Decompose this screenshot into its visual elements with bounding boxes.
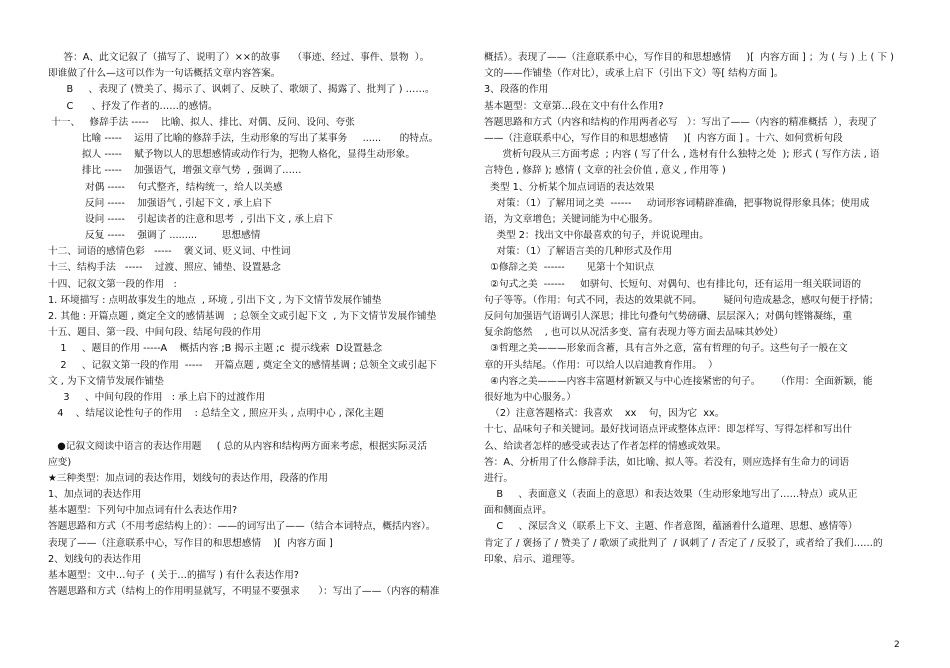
text-line: 么、给读者怎样的感受或表达了作者怎样的情感或效果。 — [484, 440, 727, 452]
text-line: 排比 ----- 加强语气，增强文章气势 , 强调了…… — [48, 165, 302, 177]
text-line: 答题思路和方式（内容和结构的作用两者必写 ）：写出了——（内容的精准概括 ），表现了 — [484, 116, 878, 128]
text-line: 十二、词语的感情色彩 ----- 褒义词、贬义词、中性词 — [48, 246, 291, 258]
text-line: 基本题型：文中…句子 ( 关于…的描写 ) 有什么表达作用? — [48, 570, 299, 581]
text-line: ①修辞之美 ------ 见第十个知识点 — [484, 262, 655, 274]
text-line: 十五、题目、第一段、中间句段、结尾句段的作用 — [48, 327, 262, 339]
text-line: ④内容之美———内容丰富题材新颖又与中心连接紧密的句子。 （作用：全面新颖，能 — [484, 375, 873, 387]
text-line: 对策：（1）了解语言美的几种形式及作用 — [484, 246, 673, 258]
text-line: 答：A、分析用了什么修辞手法，如比喻、拟人等。若没有，则应选择有生命力的词语 — [484, 456, 850, 468]
text-line: 赏析句段从三方面考虑 ; 内容 ( 写了什么 , 选材有什么独特之处 ); 形式 ( 写作方法 , 语 — [484, 149, 880, 161]
text-line: 类型 2：找出文中你最喜欢的句子，并说说理由。 — [484, 230, 709, 242]
text-line: 2. 其他 : 开篇点题 , 奠定全文的感情基调 ; 总领全文或引起下文 , 为下文情节发展作铺垫 — [48, 311, 437, 322]
text-line: 答题思路和方式（不用考虑结构上的）：——的词写出了——（结合本词特点，概括内容）。 — [48, 521, 436, 533]
text-line: 复余韵悠然 , 也可以从况活多变、富有表现力等方面去品味其妙处） — [484, 327, 784, 339]
text-line: ②句式之美 ------ 如骈句、长短句、对偶句、也有排比句，还有运用一组关联词语的 — [484, 278, 862, 290]
text-line: 2 、记叙文第一段的作用 ----- 开篇点题 , 奠定全文的感情基调 ; 总领全文或引起下 — [48, 359, 437, 371]
text-line: C 、抒发了作者的……的感情。 — [48, 100, 218, 112]
text-line: 反问句加强语气语调引人深思；排比句叠句气势磅礴、层层深入；对偶句铿锵凝练，重 — [484, 311, 853, 322]
text-line: 答题思路和方式（结构上的作用明显就写，不明显不要强求 ）：写出了——（内容的精准 — [48, 586, 440, 598]
text-line: 文 , 为下文情节发展作铺垫 — [48, 375, 164, 387]
text-line: ●记叙文阅读中语言的表达作用题 ( 总的从内容和结构两方面来考虑，根据实际灵活 — [48, 440, 428, 452]
text-line: 十七、品味句子和关键词。最好找词语点评或整体点评：即怎样写、写得怎样和写出什 — [484, 424, 853, 436]
text-line: 概括）。表现了——（注意联系中心，写作目的和思想感情 )[ 内容方面 ] ；为 ( 与 ) 上 ( 下 ) — [484, 52, 894, 63]
text-line: 印象、启示、道理等。 — [484, 553, 581, 565]
text-line: 答：A、此文记叙了（描写了、说明了）××的故事 （事迹、经过、事件、景物 ）。 — [48, 52, 430, 63]
text-line: B 、表面意义（表面上的意思）和表达效果（生动形象地写出了……特点）或从正 — [484, 489, 858, 501]
text-line: ——（注意联系中心，写作目的和思想感情 )[ 内容方面 ] 。十六、如何赏析句段 — [484, 132, 843, 144]
text-line: 肯定了 / 褒扬了 / 赞美了 / 歌颂了或批判了 / 讽刺了 / 否定了 / 反驳了，或者给了我们……的 — [484, 537, 883, 549]
text-line: 反复 ----- 强调了 ......... 思想感情 — [48, 230, 261, 242]
text-line: 3 、中间句段的作用 : 承上启下的过渡作用 — [48, 391, 266, 403]
text-line: 基本题型：下列句中加点词有什么表达作用? — [48, 505, 238, 517]
text-line: 很好地为中心服务。） — [484, 391, 577, 403]
text-line: C 、深层含义（联系上下文、主题、作者意图，蕴涵着什么道理、思想、感情等） — [484, 521, 858, 533]
text-line: 设问 ----- 引起读者的注意和思考 , 引出下文 , 承上启下 — [48, 213, 334, 225]
text-line: 1. 环境描写 : 点明故事发生的地点 , 环境 , 引出下文 , 为下文情节发展作铺垫 — [48, 294, 382, 306]
text-line: 应变) — [48, 456, 72, 468]
text-line: 对偶 ----- 句式整齐，结构统一，给人以美感 — [48, 181, 283, 193]
text-line: 类型 1、分析某个加点词语的表达效果 — [484, 181, 655, 193]
text-line: 比喻 ----- 运用了比喻的修辞手法，生动形象的写出了某事务 ...... 的特点。 — [48, 132, 439, 144]
text-line: 语，为文章增色；关键词能为中心服务。 — [484, 213, 659, 225]
text-line: 1、加点词的表达作用 — [48, 489, 142, 501]
text-line: 章的开头结尾。（作用：可以给人以启迪教育作用。 ） — [484, 359, 718, 371]
text-line: B 、表现了 (赞美了、揭示了、讽刺了、反映了、歌颂了、揭露了、批判了 ) ……。 — [48, 84, 435, 96]
right-column — [484, 50, 904, 568]
text-line: ★三种类型：加点词的表达作用，划线句的表达作用，段落的作用 — [48, 472, 328, 484]
text-line: 表现了——（注意联系中心，写作目的和思想感情 )[ 内容方面 ] — [48, 537, 333, 549]
text-line — [48, 422, 468, 438]
text-line: 进行。 — [484, 472, 514, 484]
text-line: 十三、结构手法 ----- 过渡、照应、铺垫、设置悬念 — [48, 262, 281, 274]
text-line: 句子等等。（作用：句式不同，表达的效果就不同。 疑问句造成悬念，感叹句便于抒情； — [484, 294, 879, 306]
text-line: 十四、记叙文第一段的作用 : — [48, 278, 177, 290]
text-line: 即谁做了什么—这可以作为一句话概括文章内容答案。 — [48, 68, 281, 80]
text-line: 4 、结尾议论性句子的作用 : 总结全文 , 照应开头 , 点明中心 , 深化主题 — [48, 408, 384, 420]
text-line: 对策：（1）了解用词之美 ------ 动词形容词精辟准确，把事物说得形象具体；使用成 — [484, 197, 870, 209]
text-line: 反问 ----- 加强语气 , 引起下文 , 承上启下 — [48, 197, 272, 209]
text-line: 言特色 , 修辞 ); 感情 ( 文章的社会价值 , 意义 , 作用等 ) — [484, 165, 726, 177]
text-line: （2）注意答题格式：我喜欢 xx 句，因为它 xx。 — [484, 408, 725, 420]
text-line: 3、段落的作用 — [484, 84, 549, 96]
text-line: 1 、题目的作用 -----A 概括内容 ;B 揭示主题 ;c 提示线索 D设置悬念 — [48, 343, 383, 355]
text-line: 拟人 ----- 赋予物以人的思想感情或动作行为，把物人格化，显得生动形象。 — [48, 149, 416, 161]
text-line: 基本题型：文章第…段在文中有什么作用? — [484, 100, 664, 112]
page-number: 2 — [894, 640, 900, 650]
text-line: ③哲理之美———形象而含蓄，具有言外之意，富有哲理的句子。这些句子一般在文 — [484, 343, 848, 355]
text-line: 面和侧面点评。 — [484, 505, 552, 517]
left-column — [48, 50, 468, 600]
text-line: 十一、 修辞手法 ----- 比喻、拟人、排比、对偶、反问、设问、夸张 — [48, 116, 355, 128]
text-line: 2、划线句的表达作用 — [48, 553, 142, 565]
text-line: 文的——作铺垫（作对比），或承上启下（引出下文）等[ 结构方面 ]。 — [484, 68, 784, 80]
